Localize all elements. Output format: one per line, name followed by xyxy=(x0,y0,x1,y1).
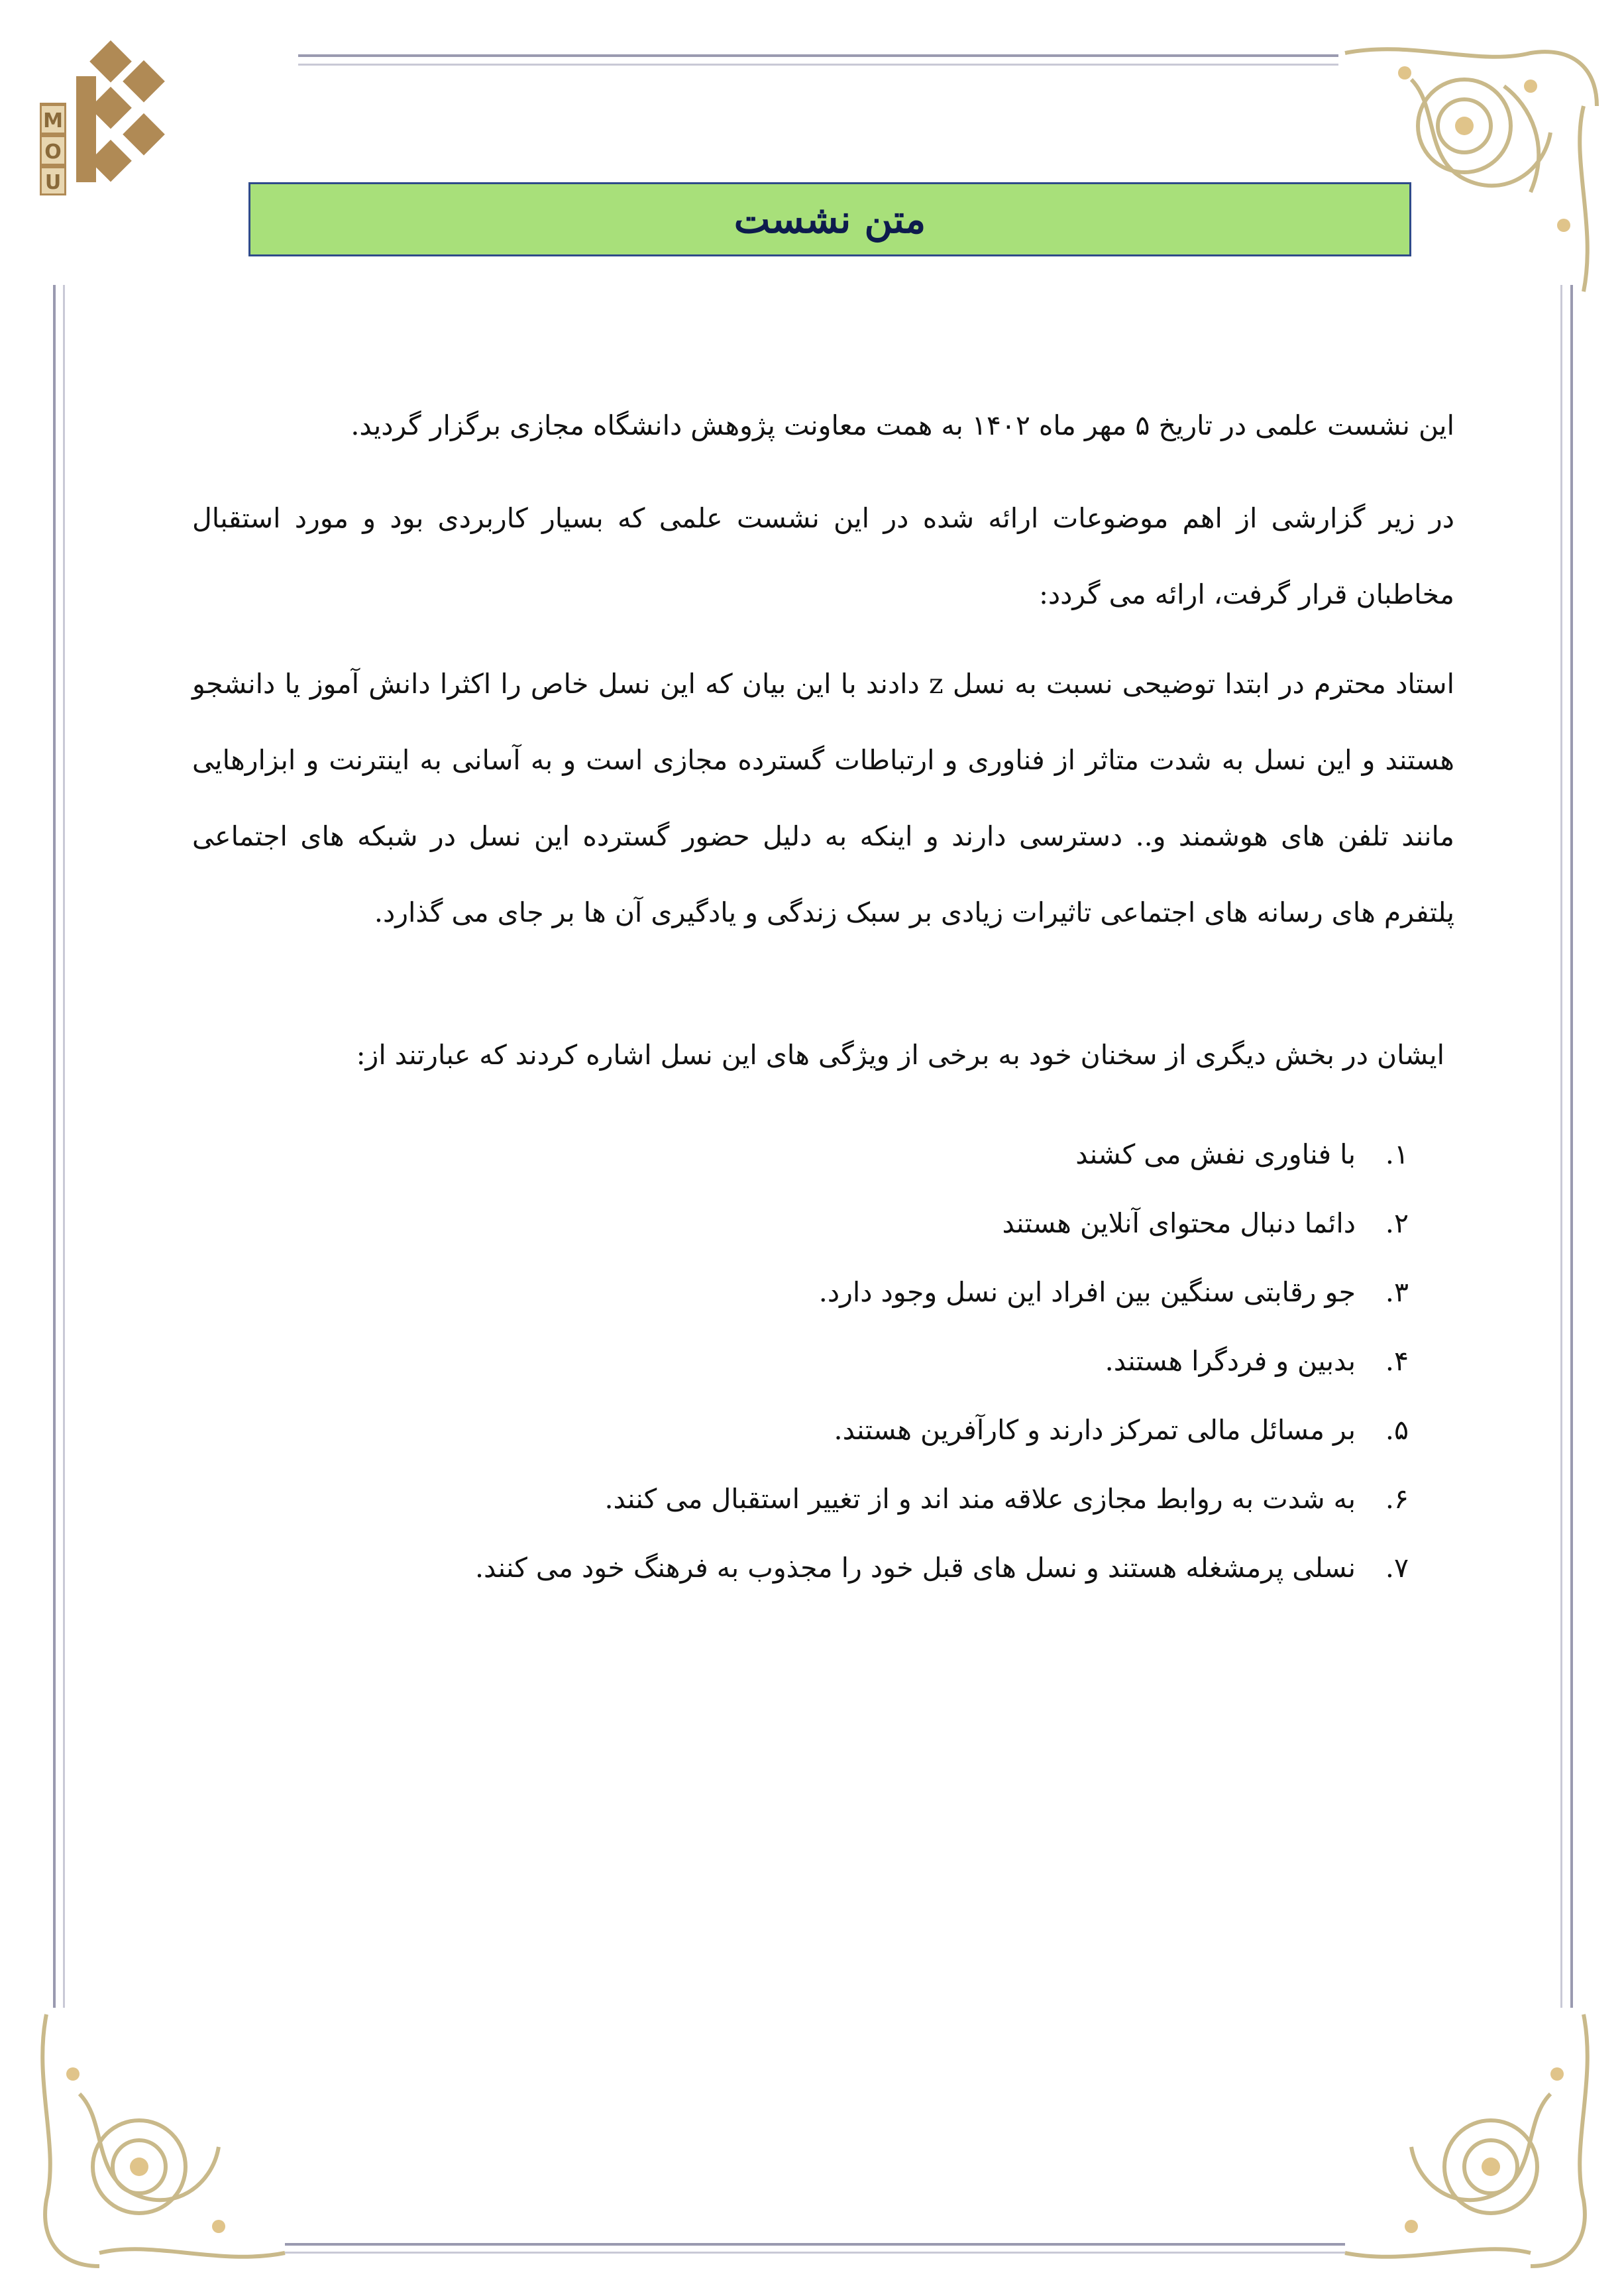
list-number: ۴. xyxy=(1385,1345,1409,1377)
list-item xyxy=(150,1533,1409,1602)
frame-top-line xyxy=(298,54,1338,57)
paragraph-intro: این نشست علمی در تاریخ ۵ مهر ماه ۱۴۰۲ به همت معاونت پژوهش دانشگاه مجازی برگزار گردید. xyxy=(351,410,1454,441)
list-text: دائما دنبال محتوای آنلاین هستند xyxy=(1002,1207,1356,1239)
page-title: متن نشست xyxy=(733,197,926,242)
paragraph-features-intro: ایشان در بخش دیگری از سخنان خود به برخی از ویژگی های این نسل اشاره کردند که عبارتند از: xyxy=(356,1039,1444,1071)
frame-bottom-line xyxy=(285,2243,1345,2246)
title-banner xyxy=(248,182,1411,256)
paragraph-summary: در زیر گزارشی از اهم موضوعات ارائه شده در این نشست علمی که بسیار کاربردی بود و مورد استقبال مخاطبان قرار گرفت، ارائه می گردد: xyxy=(192,502,1454,610)
list-text: بدبین و فردگرا هستند. xyxy=(1105,1345,1356,1377)
list-item xyxy=(150,1258,1409,1327)
list-text: نسلی پرمشغله هستند و نسل های قبل خود را مجذوب به فرهنگ خود می کنند. xyxy=(475,1552,1356,1584)
list-item xyxy=(150,1464,1409,1533)
frame-right-line-inner xyxy=(1560,285,1562,2008)
university-logo xyxy=(36,40,182,205)
list-number: ۲. xyxy=(1385,1207,1409,1239)
logo-letter-o: O xyxy=(44,140,62,164)
frame-right-line xyxy=(1570,285,1573,2008)
features-list xyxy=(150,1120,1409,1602)
logo-letter-u: U xyxy=(44,171,62,194)
list-item xyxy=(150,1189,1409,1258)
list-text: به شدت به روابط مجازی علاقه مند اند و از تغییر استقبال می کنند. xyxy=(604,1483,1356,1515)
list-number: ۶. xyxy=(1385,1483,1409,1515)
list-number: ۵. xyxy=(1385,1414,1409,1446)
list-item xyxy=(150,1327,1409,1395)
frame-left-line-inner xyxy=(63,285,65,2008)
list-number: ۳. xyxy=(1385,1276,1409,1308)
frame-bottom-line-inner xyxy=(285,2252,1345,2254)
list-number: ۱. xyxy=(1385,1138,1409,1170)
ornament-bottom-right xyxy=(1332,2001,1610,2279)
paragraph-gen-z: استاد محترم در ابتدا توضیحی نسبت به نسل z دادند با این بیان که این نسل خاص را اکثرا دانش آموز یا دانشجو هستند و این نسل به شدت متاثر از فناوری و ارتباطات گسترده مجازی است و به آسانی به اینترنت و ابزارهایی مانند تلفن های هوشمند و.. دسترسی دارند و اینکه به دلیل حضور گسترده این نسل در شبکه های اجتماعی پلتفرم های رسانه های اجتماعی تاثیرات زیادی بر سبک زندگی و یادگیری آن ها بر جای می گذارد. xyxy=(192,668,1455,928)
ornament-bottom-left xyxy=(20,2001,298,2279)
list-text: بر مسائل مالی تمرکز دارند و کارآفرین هستند. xyxy=(834,1414,1356,1446)
ornament-top-right xyxy=(1332,27,1610,305)
list-item xyxy=(150,1120,1409,1189)
frame-left-line xyxy=(53,285,56,2008)
logo-letter-m: M xyxy=(43,109,63,133)
list-text: با فناوری نفش می کشند xyxy=(1075,1138,1356,1170)
frame-top-line-inner xyxy=(298,64,1338,66)
list-text: جو رقابتی سنگین بین افراد این نسل وجود دارد. xyxy=(818,1276,1356,1308)
list-item xyxy=(150,1395,1409,1464)
list-number: ۷. xyxy=(1385,1552,1409,1584)
